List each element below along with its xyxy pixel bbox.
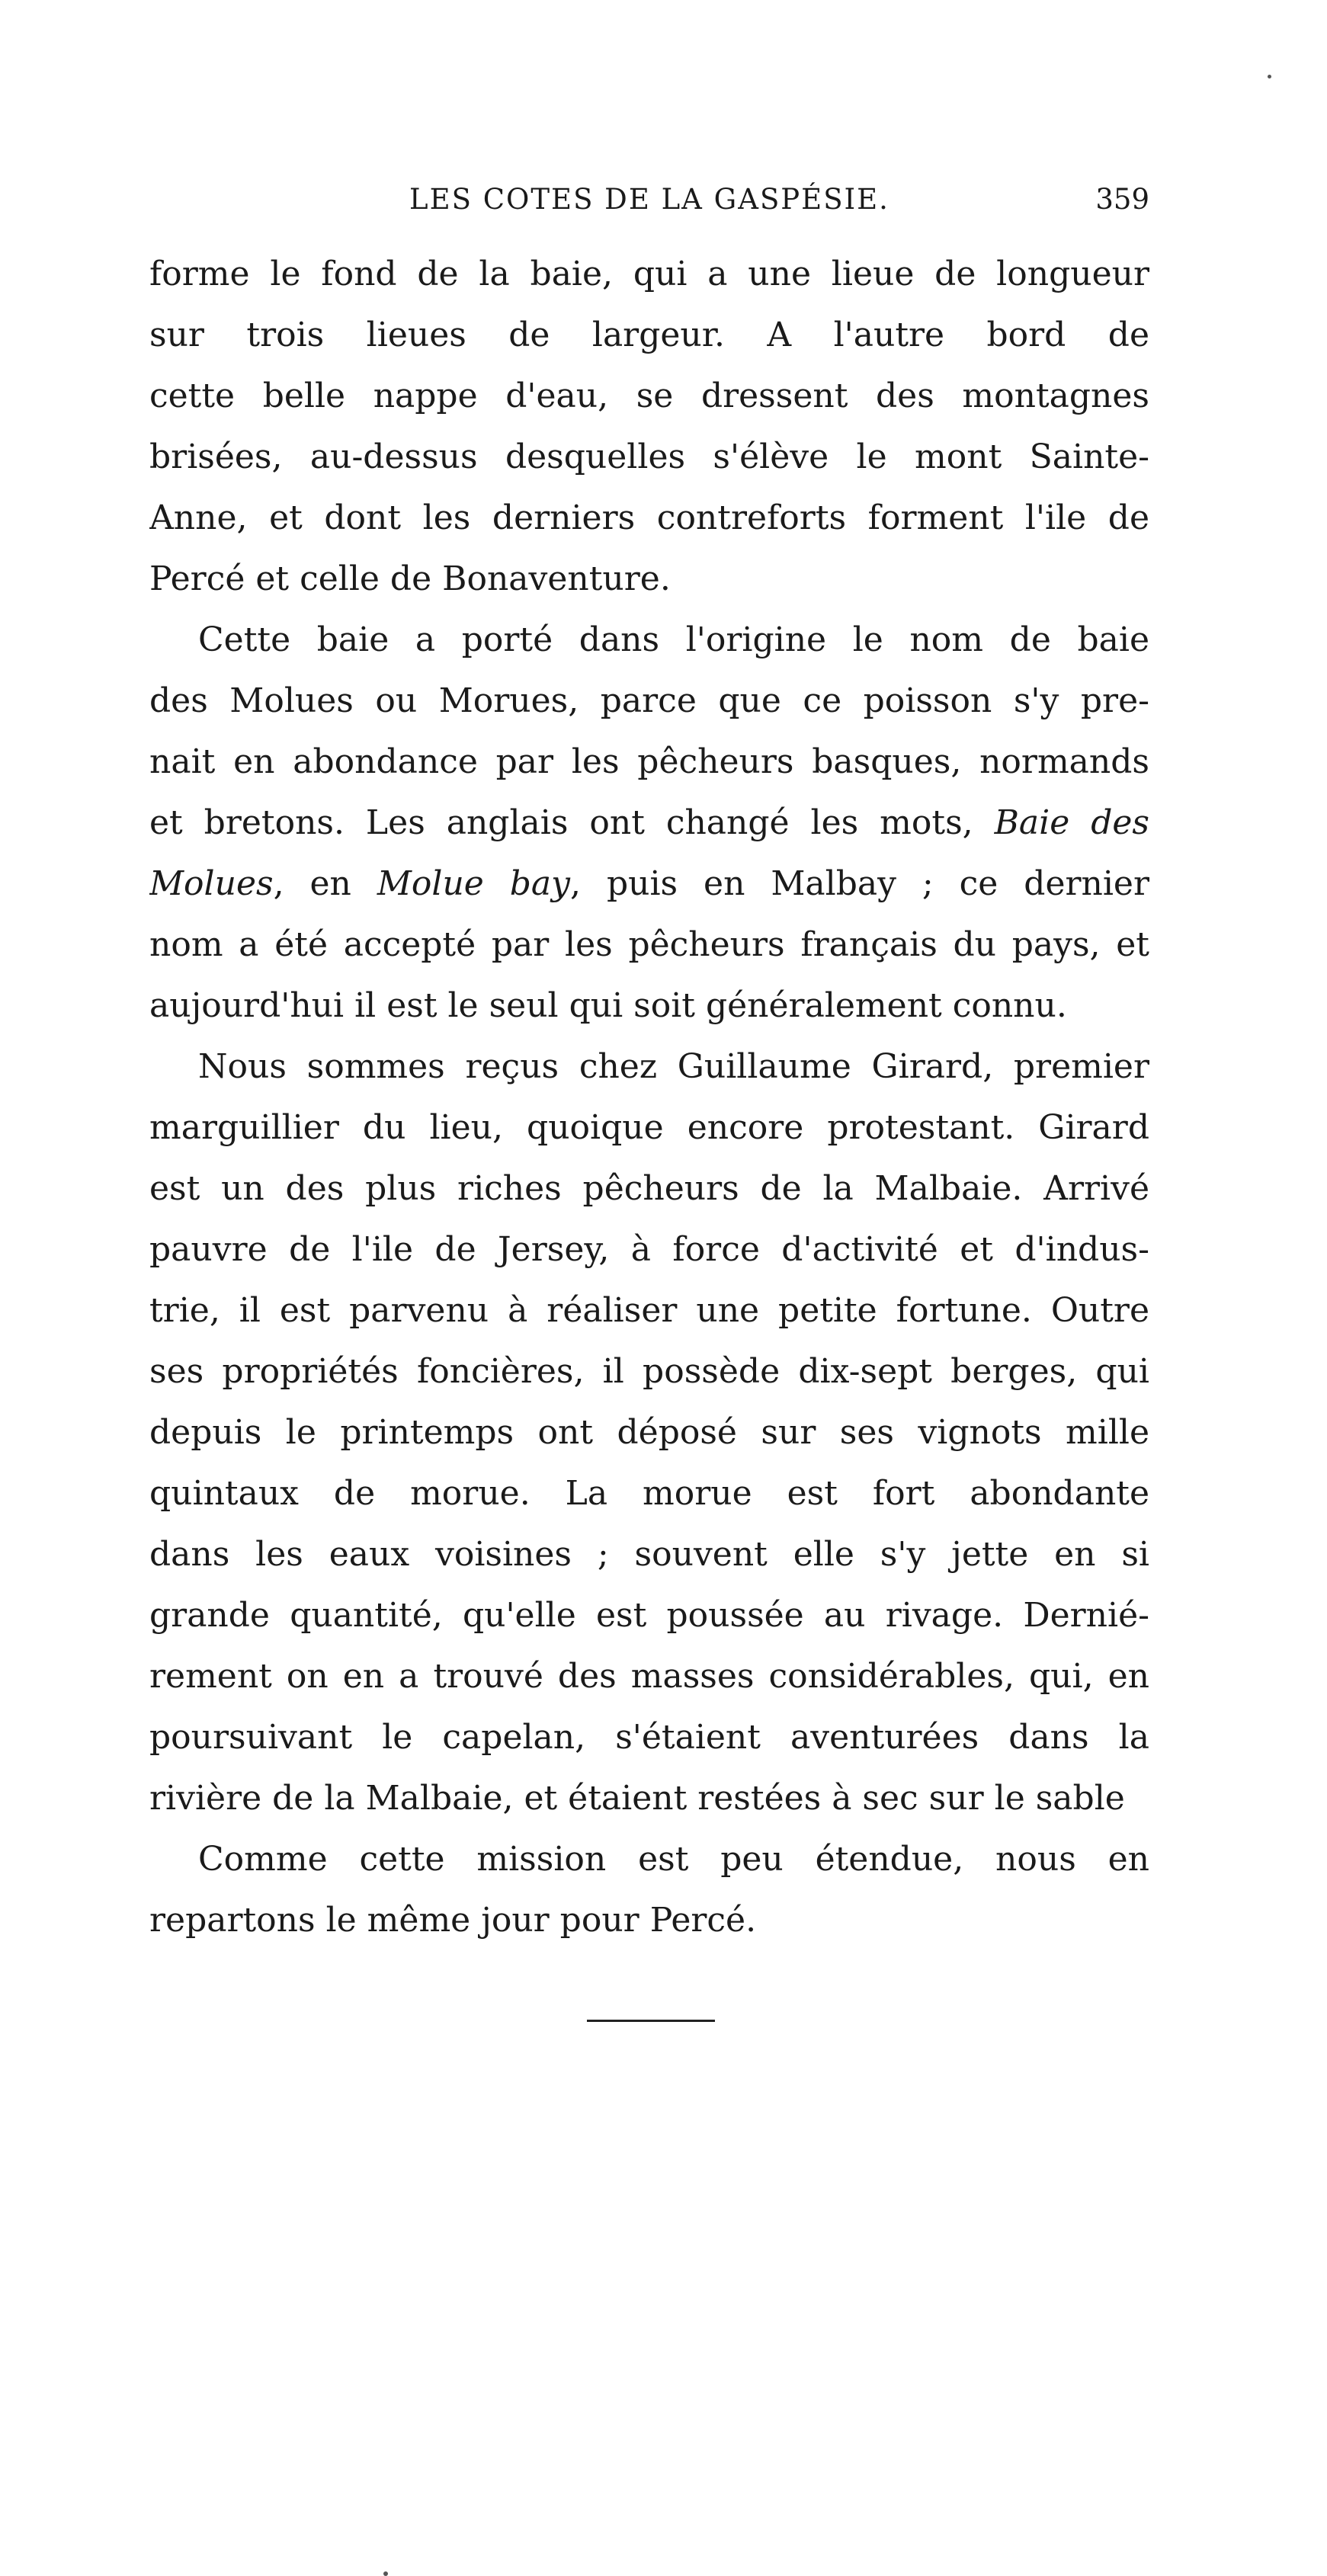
text-line: Molues, en Molue bay, puis en Malbay ; ce dernier [149, 864, 1149, 903]
text-line: ses propriétés foncières, il possède dix-sept berges, qui [149, 1352, 1149, 1391]
text-line: et bretons. Les anglais ont changé les mots, Baie des [149, 803, 1149, 842]
text-line: depuis le printemps ont déposé sur ses vignots mille [149, 1413, 1149, 1452]
text-line: repartons le même jour pour Percé. [149, 1901, 757, 1940]
italic-phrase: Molues [149, 864, 274, 903]
paper-speck [1268, 75, 1271, 78]
text-line: rement on en a trouvé des masses considérables, qui, en [149, 1657, 1149, 1696]
text-line: sur trois lieues de largeur. A l'autre bord de [149, 316, 1149, 354]
text-line: des Molues ou Morues, parce que ce poisson s'y pre- [149, 681, 1149, 720]
text-line: grande quantité, qu'elle est poussée au rivage. Dernié- [149, 1596, 1149, 1635]
text-line: poursuivant le capelan, s'étaient aventurées dans la [149, 1718, 1149, 1757]
italic-phrase: Baie des [994, 803, 1149, 842]
text-line: quintaux de morue. La morue est fort abondante [149, 1474, 1149, 1513]
text-line: cette belle nappe d'eau, se dressent des montagnes [149, 376, 1149, 415]
running-title: LES COTES DE LA GASPÉSIE. [409, 183, 889, 216]
text-line: Percé et celle de Bonaventure. [149, 559, 671, 598]
text-line: Nous sommes reçus chez Guillaume Girard, premier [198, 1047, 1149, 1086]
running-head [149, 177, 1149, 223]
italic-phrase: Molue bay [377, 864, 571, 903]
text-line: nom a été accepté par les pêcheurs français du pays, et [149, 925, 1149, 964]
body-text [149, 244, 1149, 1951]
text-line: est un des plus riches pêcheurs de la Malbaie. Arrivé [149, 1169, 1149, 1208]
text-line: Anne, et dont les derniers contreforts forment l'ile de [149, 498, 1149, 537]
text-line: forme le fond de la baie, qui a une lieue de longueur [149, 255, 1149, 293]
text-line: marguillier du lieu, quoique encore protestant. Girard [149, 1108, 1149, 1147]
text-line: nait en abondance par les pêcheurs basques, normands [149, 742, 1149, 781]
text-line: Comme cette mission est peu étendue, nous en [198, 1840, 1149, 1879]
text-line: trie, il est parvenu à réaliser une petite fortune. Outre [149, 1291, 1149, 1330]
text-line: aujourd'hui il est le seul qui soit généralement connu. [149, 986, 1067, 1025]
paper-speck [383, 2571, 388, 2576]
text-line: Cette baie a porté dans l'origine le nom de baie [198, 620, 1149, 659]
text-line: dans les eaux voisines ; souvent elle s'y jette en si [149, 1535, 1149, 1574]
text-line: rivière de la Malbaie, et étaient restées à sec sur le sable [149, 1779, 1125, 1818]
section-end-rule [587, 2020, 715, 2022]
page-number: 359 [1095, 183, 1149, 216]
text-line: brisées, au-dessus desquelles s'élève le mont Sainte- [149, 437, 1149, 476]
text-line: pauvre de l'ile de Jersey, à force d'activité et d'indus- [149, 1230, 1149, 1269]
